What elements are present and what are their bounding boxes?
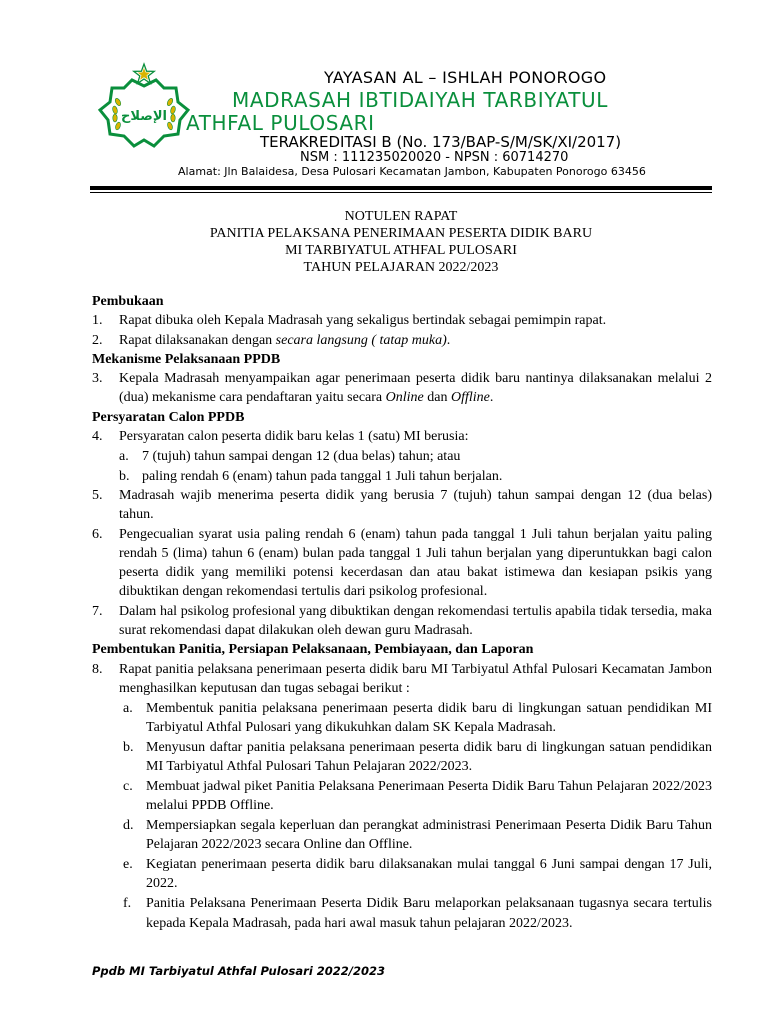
title-line-2: PANITIA PELAKSANA PENERIMAAN PESERTA DIDIK BARU xyxy=(209,226,593,241)
item-text: . xyxy=(446,332,451,348)
sub-item-letter: a. xyxy=(123,700,133,716)
sub-list-item xyxy=(92,699,712,738)
list-item xyxy=(92,427,712,446)
sub-item-text: Mempersiapkan segala keperluan dan perangkat administrasi Penerimaan Peserta Didik Baru Tahun Pelajaran 2022/2023 secara Online dan Offline. xyxy=(146,818,712,853)
madrasah-logo xyxy=(94,58,194,158)
section-heading-persyaratan: Persyaratan Calon PPDB xyxy=(92,409,245,425)
sub-item-letter: b. xyxy=(119,468,130,484)
sub-list-item xyxy=(92,816,712,855)
letterhead-divider-thick xyxy=(90,186,712,190)
item-text: Pengecualian syarat usia paling rendah 6 (enam) tahun pada tanggal 1 Juli tahun berjalan yaitu paling rendah 5 (lima) tahun 6 (enam) bulan pada tanggal 1 Juli tahun berjalan yang diperuntukkan bagi calon peserta didik yang memiliki potensi kecerdasan dan atau bakat istimewa dan kesiapan psikis yang dibuktikan dengan rekomendasi tertulis dari psikolog profesional. xyxy=(119,526,712,600)
list-item xyxy=(92,311,712,330)
sub-list-item xyxy=(92,777,712,816)
item-number: 3. xyxy=(92,371,103,387)
sub-list-item xyxy=(92,467,712,486)
page-footer: Ppdb MI Tarbiyatul Athfal Pulosari 2022/2023 xyxy=(92,964,385,978)
list-item xyxy=(92,486,712,525)
list-item xyxy=(92,331,712,350)
sub-item-letter: e. xyxy=(123,857,133,873)
item-number: 8. xyxy=(92,661,103,677)
sub-list-item xyxy=(92,894,712,933)
school-ids: NSM : 111235020020 - NPSN : 60714270 xyxy=(300,150,569,165)
sub-list-item xyxy=(92,855,712,894)
list-item xyxy=(92,660,712,699)
school-name-line2: ATHFAL PULOSARI xyxy=(186,111,375,135)
item-number: 6. xyxy=(92,526,103,542)
letterhead-divider-thin xyxy=(90,192,712,193)
item-number: 5. xyxy=(92,487,103,503)
school-address: Alamat: Jln Balaidesa, Desa Pulosari Kecamatan Jambon, Kabupaten Ponorogo 63456 xyxy=(178,165,646,178)
minutes-body xyxy=(92,292,712,933)
sub-item-letter: d. xyxy=(123,818,134,834)
item-text: dan xyxy=(423,390,451,406)
section-heading-mekanisme: Mekanisme Pelaksanaan PPDB xyxy=(92,351,281,367)
item-text-emphasis: Offline xyxy=(450,390,490,406)
sub-item-text: Membentuk panitia pelaksana penerimaan peserta didik baru di lingkungan satuan pendidikan MI Tarbiyatul Athfal Pulosari yang dikukuhkan dalam SK Kepala Madrasah. xyxy=(146,700,712,736)
title-line-1: NOTULEN RAPAT xyxy=(344,209,458,224)
item-text: Kepala Madrasah menyampaikan agar penerimaan peserta didik baru nantinya dilaksanakan melalui 2 (dua) mekanisme cara pendaftaran yaitu secara xyxy=(119,371,712,406)
section-heading-pembentukan: Pembentukan Panitia, Persiapan Pelaksanaan, Pembiayaan, dan Laporan xyxy=(92,642,534,658)
item-text-emphasis: Online xyxy=(385,390,424,406)
item-text: . xyxy=(489,390,494,406)
title-line-4: TAHUN PELAJARAN 2022/2023 xyxy=(303,260,499,275)
sub-item-text: Menyusun daftar panitia pelaksana penerimaan peserta didik baru di lingkungan satuan pendidikan MI Tarbiyatul Athfal Pulosari Tahun Pelajaran 2022/2023. xyxy=(146,739,712,775)
item-text: Rapat dibuka oleh Kepala Madrasah yang sekaligus bertindak sebagai pemimpin rapat. xyxy=(119,313,607,329)
sub-item-letter: c. xyxy=(123,778,133,794)
sub-item-letter: f. xyxy=(123,896,132,912)
item-text-emphasis: secara langsung ( tatap muka) xyxy=(275,332,447,348)
sub-item-text: 7 (tujuh) tahun sampai dengan 12 (dua belas) tahun; atau xyxy=(142,448,461,464)
item-text: Madrasah wajib menerima peserta didik yang berusia 7 (tujuh) tahun sampai dengan 12 (dua belas) tahun. xyxy=(119,487,712,523)
sub-item-text: Kegiatan penerimaan peserta didik baru dilaksanakan mulai tanggal 6 Juni sampai dengan 17 Juli, 2022. xyxy=(146,857,712,892)
item-text: Rapat dilaksanakan dengan xyxy=(119,332,276,348)
title-line-3: MI TARBIYATUL ATHFAL PULOSARI xyxy=(285,243,517,258)
sub-item-text: Membuat jadwal piket Panitia Pelaksana Penerimaan Peserta Didik Baru Tahun Pelajaran 2022/2023 melalui PPDB Offline. xyxy=(146,778,712,814)
sub-list-item xyxy=(92,738,712,777)
sub-item-letter: a. xyxy=(119,448,129,464)
item-number: 2. xyxy=(92,332,103,348)
section-heading-pembukaan: Pembukaan xyxy=(92,294,164,309)
list-item xyxy=(92,369,712,408)
sub-item-text: paling rendah 6 (enam) tahun pada tanggal 1 Juli tahun berjalan. xyxy=(142,468,503,484)
item-number: 1. xyxy=(92,313,103,329)
sub-item-letter: b. xyxy=(123,739,134,755)
item-text: Rapat panitia pelaksana penerimaan peserta didik baru MI Tarbiyatul Athfal Pulosari Kecamatan Jambon menghasilkan keputusan dan tugas sebagai berikut : xyxy=(119,661,712,696)
item-text: Persyaratan calon peserta didik baru kelas 1 (satu) MI berusia: xyxy=(119,429,469,445)
sub-item-text: Panitia Pelaksana Penerimaan Peserta Didik Baru melaporkan pelaksanaan tugasnya secara tertulis kepada Kepala Madrasah, pada hari awal masuk tahun pelajaran 2022/2023. xyxy=(146,896,712,931)
document-title xyxy=(90,208,712,276)
foundation-name: YAYASAN AL – ISHLAH PONOROGO xyxy=(324,68,607,87)
item-text: Dalam hal psikolog profesional yang dibuktikan dengan rekomendasi tertulis apabila tidak tersedia, maka surat rekomendasi dapat dilakukan oleh dewan guru Madrasah. xyxy=(119,603,712,639)
list-item xyxy=(92,602,712,641)
item-number: 7. xyxy=(92,603,103,619)
sub-list-item xyxy=(92,447,712,466)
item-number: 4. xyxy=(92,429,103,445)
school-name-line1: MADRASAH IBTIDAIYAH TARBIYATUL xyxy=(232,88,609,112)
logo-arabic-text: الإصلاح xyxy=(121,109,167,124)
list-item xyxy=(92,525,712,602)
accreditation: TERAKREDITASI B (No. 173/BAP-S/M/SK/XI/2017) xyxy=(260,133,622,151)
